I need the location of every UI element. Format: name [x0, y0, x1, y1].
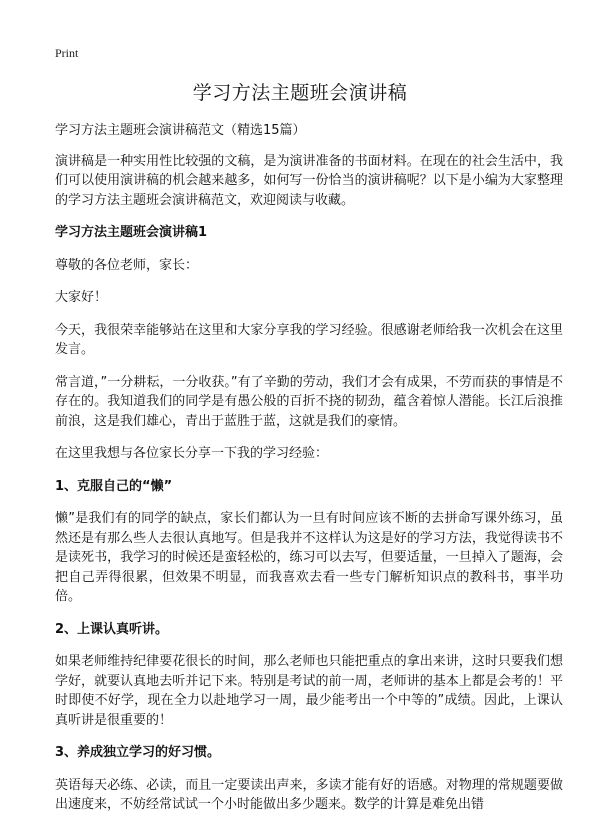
point1-heading: 1、克服自己的“懒” [55, 478, 173, 494]
section-heading: 学习方法主题班会演讲稿1 [55, 225, 208, 240]
document-subtitle: 学习方法主题班会演讲稿范文（精选15篇） [55, 123, 306, 138]
point2-paragraph: 如果老师维持纪律要花很长的时间，那么老师也只能把重点的拿出来讲，这时只要我们想学好，就要认真地去听并记下来。特别是考试的前一周，老师讲的基本上都是会考的！平时即使不好学，现在全力以赴地学习一周，最少能考出一个中等的”成绩。因此，上课认真听讲是很重要的！ [55, 654, 563, 728]
point3-heading: 3、养成独立学习的好习惯。 [55, 745, 221, 760]
intro-paragraph: 演讲稿是一种实用性比较强的文稿，是为演讲准备的书面材料。在现在的社会生活中，我们可以使用演讲稿的机会越来越多，如何写一份恰当的演讲稿呢？以下是小编为大家整理的学习方法主题班会演讲稿范文，欢迎阅读与收藏。 [55, 153, 563, 208]
saying-paragraph: 常言道，”一分耕耘，一分收获。”有了辛勤的劳动，我们才会有成果，不劳而获的事情是不存在的。我知道我们的同学是有愚公般的百折不挠的韧劲，蕴含着惊人潜能。长江后浪推前浪，这是我们雄心，青出于蓝胜于蓝，这就是我们的豪情。 [55, 374, 563, 429]
point3-paragraph: 英语每天必练、必读，而且一定要读出声来，多读才能有好的语感。对物理的常规题要做出速度来，不妨经常试试一个小时能做出多少题来。数学的计算是难免出错 [55, 777, 563, 812]
hello-paragraph: 大家好！ [55, 290, 108, 305]
today-paragraph: 今天，我很荣幸能够站在这里和大家分享我的学习经验。很感谢老师给我一次机会在这里发言。 [55, 322, 563, 357]
share-paragraph: 在这里我想与各位家长分享一下我的学习经验： [55, 446, 329, 461]
greeting-paragraph: 尊敬的各位老师，家长： [55, 257, 199, 273]
document-body [55, 121, 563, 828]
print-label[interactable]: Print [55, 46, 79, 60]
point1-paragraph: 懒”是我们有的同学的缺点，家长们都认为一旦有时间应该不断的去拼命写课外练习，虽然还是有那么些人去很认真地写。但是我并不这样认为这是好的学习方法，我觉得读书不是读死书，我学习的时候还是蛮轻松的，练习可以去写，但要适量，一旦掉入了题海，会把自己弄得很累，但效果不明显，而我喜欢去看一些专门解析知识点的教科书，事半功倍。 [55, 511, 563, 604]
point2-heading: 2、上课认真听讲。 [55, 621, 169, 637]
page-title: 学习方法主题班会演讲稿 [192, 82, 408, 104]
